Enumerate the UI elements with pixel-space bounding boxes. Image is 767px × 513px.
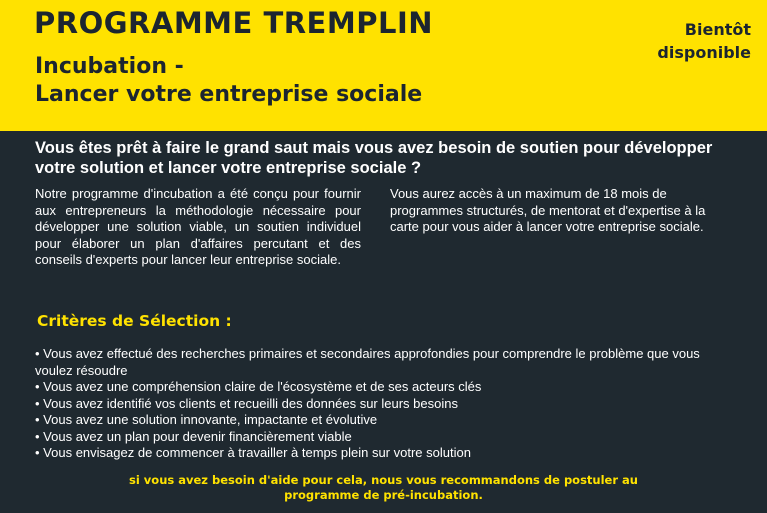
badge-line-1: Bientôt xyxy=(684,20,751,39)
criteria-item: • Vous avez une compréhension claire de l'écosystème et de ses acteurs clés xyxy=(35,379,735,396)
subtitle-line-1: Incubation - xyxy=(35,54,184,79)
criteria-item: • Vous avez une solution innovante, impactante et évolutive xyxy=(35,412,735,429)
program-description: Notre programme d'incubation a été conçu pour fournir aux entrepreneurs la méthodologie nécessaire pour développer une solution viable, un soutien individuel pour élaborer un plan d'affaires percutant et des conseils d'experts pour lancer leur entreprise sociale. xyxy=(35,186,361,267)
coming-soon-badge xyxy=(621,18,751,64)
page-title: PROGRAMME TREMPLIN xyxy=(34,6,434,40)
criteria-list xyxy=(35,346,735,462)
criteria-item: • Vous avez un plan pour devenir financièrement viable xyxy=(35,429,735,446)
program-access-info: Vous aurez accès à un maximum de 18 mois de programmes structurés, de mentorat et d'expertise à la carte pour vous aider à lancer votre entreprise sociale. xyxy=(390,186,706,234)
header-banner xyxy=(0,0,767,131)
criteria-item: • Vous avez effectué des recherches primaires et secondaires approfondies pour comprendre le problème que vous voulez résoudre xyxy=(35,346,735,379)
criteria-item: • Vous envisagez de commencer à travailler à temps plein sur votre solution xyxy=(35,445,735,462)
criteria-item: • Vous avez identifié vos clients et recueilli des données sur leurs besoins xyxy=(35,396,735,413)
badge-line-2: disponible xyxy=(657,43,751,62)
page-subtitle xyxy=(35,53,422,109)
criteria-heading: Critères de Sélection : xyxy=(37,312,232,330)
pre-incubation-note: si vous avez besoin d'aide pour cela, nous vous recommandons de postuler au programme de pré-incubation. xyxy=(129,473,638,502)
subtitle-line-2: Lancer votre entreprise sociale xyxy=(35,82,423,107)
lead-question: Vous êtes prêt à faire le grand saut mais vous avez besoin de soutien pour développer votre solution et lancer votre entreprise sociale ? xyxy=(35,139,713,177)
